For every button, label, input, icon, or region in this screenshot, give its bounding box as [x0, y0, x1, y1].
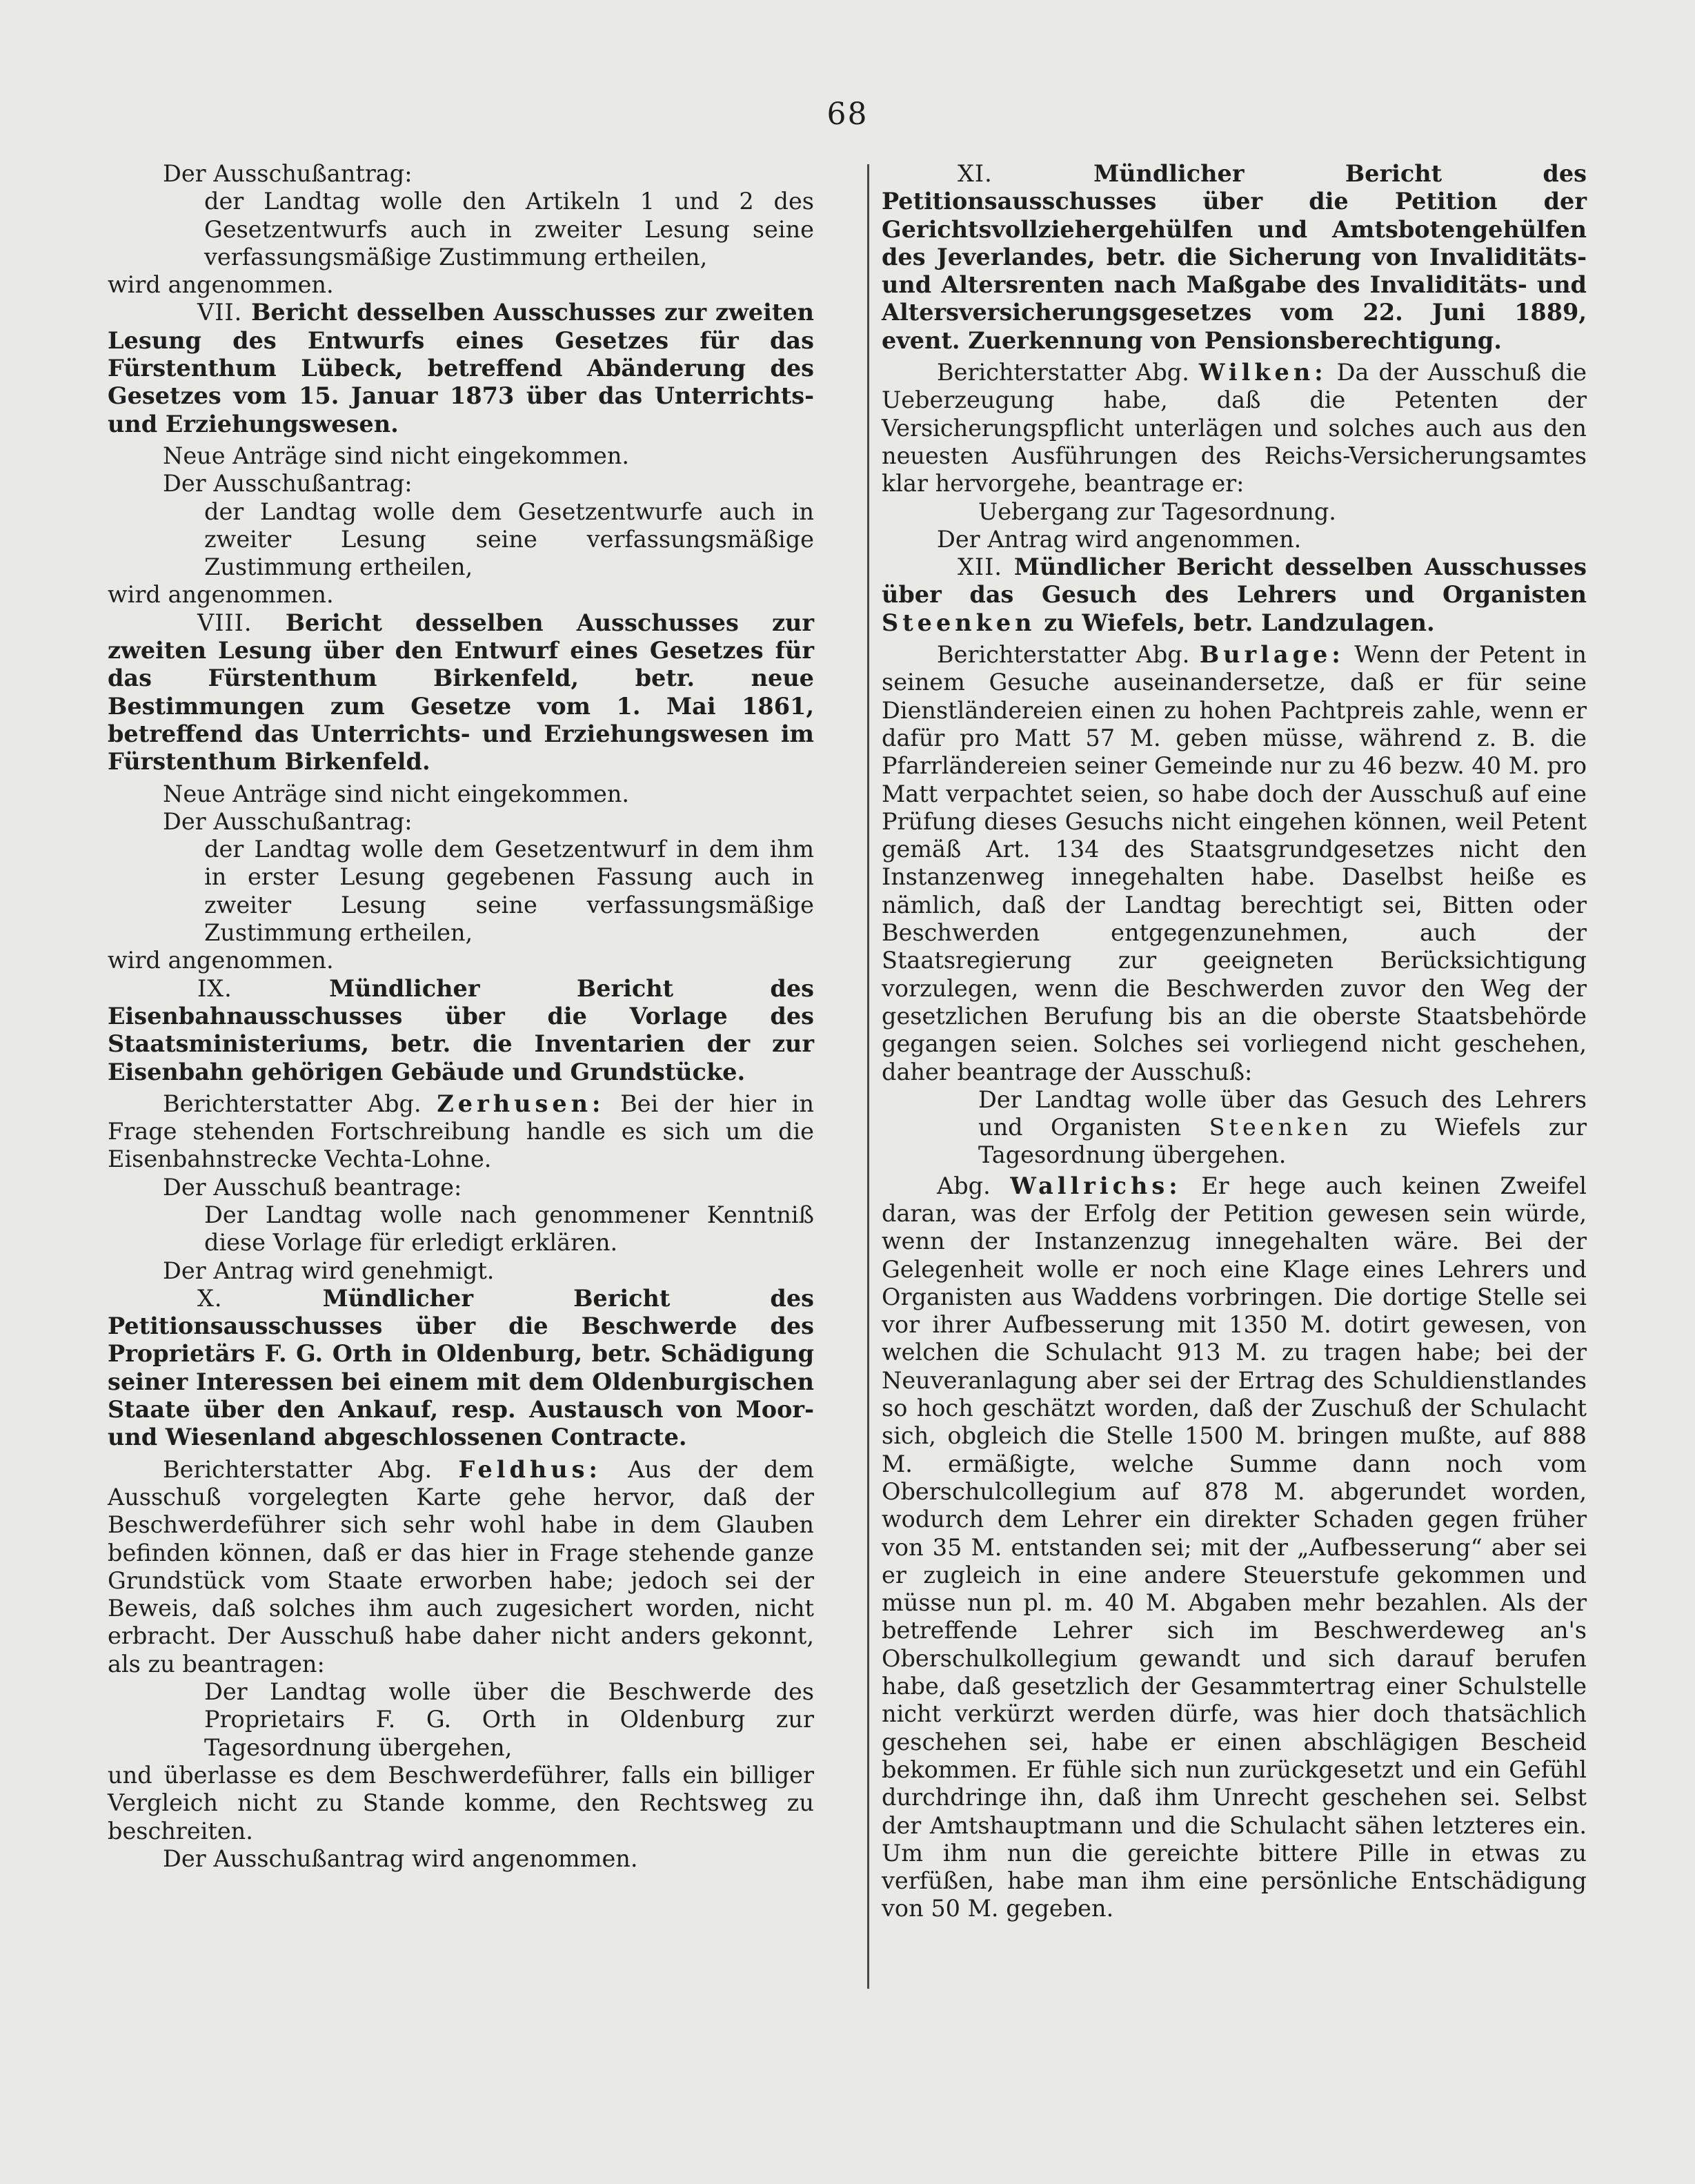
sec11-reporter-prefix: Berichterstatter Abg. [937, 359, 1189, 386]
sec9-heading [108, 975, 814, 1086]
sec9-report [108, 1090, 814, 1174]
sec12-heading-text-b: zu Wiefels, betr. Landzulagen. [1044, 609, 1435, 636]
sec10-continuation: und überlasse es dem Beschwerdeführer, falls ein billiger Vergleich nicht zu Stande komme, den Rechtsweg zu beschreiten. [108, 1761, 814, 1844]
sec9-motion: Der Landtag wolle nach genommener Kenntniß diese Vorlage für erledigt erklären. [204, 1201, 814, 1257]
sec10-number: X. [197, 1284, 223, 1312]
sec8-label: Der Ausschußantrag: [163, 807, 413, 835]
sec11-reporter-name: Wilken: [1198, 359, 1327, 386]
sec12-motion-text-b: zu Wiefels zur Tagesordnung übergehen. [978, 1114, 1587, 1169]
sec8-number: VIII. [197, 609, 252, 636]
sec12-motion [882, 1086, 1587, 1170]
sec12-number: XII. [958, 553, 1002, 581]
sec8-new-motions: Neue Anträge sind nicht eingekommen. [163, 780, 630, 807]
sec12-report-text: Wenn der Petent in seinem Gesuche auseinandersetze, daß er für seine Dienstländereien einen zu hohen Pachtpreis zahle, wenn er dafür pro Matt 57 M. geben müsse, während z. B. die Pfarrländereien seiner Gemeinde nur zu 46 bezw. 40 M. pro Matt verpachtet seien, so habe doch der Ausschuß auf eine Prüfung dieses Gesuchs nicht eingehen können, weil Petent gemäß Art. 134 des Staatsgrundgesetzes nicht den Instanzenweg innegehalten habe. Daselbst heiße es nämlich, daß der Landtag berechtigt sei, Bitten oder Beschwerden entgegenzunehmen, auch der Staatsregierung zur geeigneten Berücksichtigung vorzulegen, wenn die Beschwerden zuvor den Weg der gesetzlichen Berufung bis an die oberste Staatsbehörde gegangen seien. Solches sei vorliegend nicht geschehen, daher beantrage der Ausschuß: [882, 641, 1587, 1085]
sec10-heading-text: Mündlicher Bericht des Petitionsausschusses über die Beschwerde des Proprietärs F. G. Orth in Oldenburg, betr. Schädigung seiner Interessen bei einem mit dem Oldenburgischen Staate über den Ankauf, resp. Austausch von Moor- und Wiesenland abgeschlossenen Contracte. [108, 1284, 814, 1451]
sec9-number: IX. [197, 974, 232, 1002]
sec10-motion: Der Landtag wolle über die Beschwerde des Proprietairs F. G. Orth in Oldenburg zur Tagesordnung übergehen, [204, 1678, 814, 1761]
sec11-heading-text: Mündlicher Bericht des Petitionsausschusses über die Petition der Gerichtsvollziehergehülfen und Amtsbotengehülfen des Jeverlandes, betr. die Sicherung von Invaliditäts- und Altersrenten nach Maßgabe des Invaliditäts- und Altersversicherungsgesetzes vom 22. Juni 1889, event. Zuerkennung von Pensionsberechtigung. [882, 160, 1587, 354]
sec8-motion: der Landtag wolle dem Gesetzentwurf in dem ihm in erster Lesung gegebenen Fassung auch in zweiter Lesung seine verfassungsmäßige Zustimmung ertheilen, [204, 836, 814, 947]
sec8-heading-text: Bericht desselben Ausschusses zur zweiten Lesung über den Entwurf eines Gesetzes für das Fürstenthum Birkenfeld, betr. neue Bestimmungen zum Gesetze vom 1. Mai 1861, betreffend das Unterrichts- und Erziehungswesen im Fürstenthum Birkenfeld. [108, 609, 814, 776]
sec10-reporter-name: Feldhus: [458, 1455, 602, 1483]
sec12-heading [882, 553, 1587, 637]
sec12-reporter-prefix: Berichterstatter Abg. [937, 641, 1190, 669]
sec7-label: Der Ausschußantrag: [163, 470, 413, 498]
sec7-heading-text: Bericht desselben Ausschusses zur zweiten Lesung des Entwurfs eines Gesetzes für das Fürstenthum Lübeck, betreffend Abänderung des Gesetzes vom 15. Januar 1873 über das Unterrichts- und Erziehungswesen. [108, 299, 814, 437]
sec12-speaker [882, 1172, 1587, 1923]
sec10-heading [108, 1285, 814, 1452]
sec6-label: Der Ausschußantrag: [163, 160, 413, 187]
sec11-motion: Uebergang zur Tagesordnung. [978, 498, 1336, 525]
sec12-speaker-prefix: Abg. [937, 1172, 991, 1199]
page-number: 68 [826, 97, 869, 132]
sec11-heading [882, 160, 1587, 355]
sec9-reporter-prefix: Berichterstatter Abg. [163, 1090, 422, 1117]
sec6-result: wird angenommen. [108, 271, 334, 299]
sec7-motion: der Landtag wolle dem Gesetzentwurfe auch in zweiter Lesung seine verfassungsmäßige Zustimmung ertheilen, [204, 498, 814, 581]
sec11-result: Der Antrag wird angenommen. [937, 525, 1302, 553]
sec9-result: Der Antrag wird genehmigt. [163, 1257, 495, 1284]
sec11-number: XI. [958, 160, 993, 187]
sec9-report-text: Bei der hier in Frage stehenden Fortschreibung handle es sich um die Eisenbahnstrecke Vechta-Lohne. [108, 1090, 814, 1173]
sec8-result: wird angenommen. [108, 947, 334, 974]
sec9-reporter-name: Zerhusen: [437, 1090, 605, 1117]
sec6-motion: der Landtag wolle den Artikeln 1 und 2 des Gesetzentwurfs auch in zweiter Lesung seine verfassungsmäßige Zustimmung ertheilen, [204, 188, 814, 270]
sec12-speaker-name: Wallrichs: [1010, 1172, 1182, 1199]
sec10-report-text: Aus der dem Ausschuß vorgelegten Karte gehe hervor, daß der Beschwerdeführer sich sehr wohl habe in dem Glauben befinden können, daß er das hier in Frage stehende ganze Grundstück vom Staate erworben habe; jedoch sei der Beweis, daß solches ihm auch zugesichert worden, nicht erbracht. Der Ausschuß habe daher nicht anders gekonnt, als zu beantragen: [108, 1455, 814, 1678]
right-column [882, 160, 1587, 1923]
sec12-motion-text-a: Der Landtag wolle über das Gesuch des Lehrers und Organisten [978, 1085, 1587, 1141]
column-divider [867, 164, 869, 1989]
sec10-report [108, 1456, 814, 1678]
left-column [108, 160, 814, 1873]
sec7-number: VII. [197, 299, 243, 326]
sec9-heading-text: Mündlicher Bericht des Eisenbahnausschusses über die Vorlage des Staatsministeriums, betr. die Inventarien der zur Eisenbahn gehörigen Gebäude und Grundstücke. [108, 974, 815, 1085]
sec11-report-text: Da der Ausschuß die Ueberzeugung habe, daß die Petenten der Versicherungspflicht unterlägen und solches auch aus den neuesten Ausführungen des Reichs-Versicherungsamtes klar hervorgehe, beantrage er: [882, 359, 1587, 498]
sec10-reporter-prefix: Berichterstatter Abg. [163, 1455, 433, 1483]
sec12-reporter-name: Burlage: [1199, 641, 1345, 669]
sec10-result: Der Ausschußantrag wird angenommen. [163, 1844, 638, 1872]
sec8-heading [108, 609, 814, 776]
sec12-motion-name: Steenken [1209, 1114, 1352, 1141]
sec7-result: wird angenommen. [108, 581, 334, 609]
sec7-new-motions: Neue Anträge sind nicht eingekommen. [163, 442, 630, 469]
sec12-report [882, 641, 1587, 1086]
sec11-report [882, 359, 1587, 498]
sec12-heading-text-a: Mündlicher Bericht desselben Ausschusses über das Gesuch des Lehrers und Organisten [882, 553, 1587, 609]
sec7-heading [108, 299, 814, 437]
sec9-label: Der Ausschuß beantrage: [163, 1173, 462, 1201]
sec12-heading-name: Steenken [882, 609, 1036, 636]
sec12-speaker-text: Er hege auch keinen Zweifel daran, was der Erfolg der Petition gewesen sein würde, wenn der Instanzenzug innegehalten wäre. Bei der Gelegenheit wolle er noch eine Klage eines Lehrers und Organisten aus Waddens vorbringen. Die dortige Stelle sei vor ihrer Aufbesserung mit 1350 M. dotirt gewesen, von welchen die Schulacht 913 M. zu tragen habe; bei der Neuveranlagung aber sei der Ertrag des Schuldienstlandes so hoch geschätzt worden, daß der Zuschuß der Schulacht sich, obgleich die Stelle 1500 M. bringen mußte, auf 888 M. ermäßigte, welche Summe dann noch vom Oberschulcollegium auf 878 M. abgerundet worden, wodurch dem Lehrer ein direkter Schaden gegen früher von 35 M. entstanden sei; mit der „Aufbesserung“ aber sei er zugleich in eine andere Steuerstufe gekommen und müsse nun pl. m. 40 M. Abgaben mehr bezahlen. Als der betreffende Lehrer sich im Beschwerdeweg an's Oberschulkollegium gewandt und sich darauf berufen habe, daß gesetzlich der Gesammtertrag einer Schulstelle nicht verkürzt werden dürfe, was hier doch thatsächlich geschehen sei, habe er einen abschlägigen Bescheid bekommen. Er fühle sich nun zurückgesetzt und ein Gefühl durchdringe ihn, daß ihm Unrecht geschehen sei. Selbst der Amtshauptmann und die Schulacht sähen letzteres ein. Um ihm nun die gereichte bittere Pille in etwas zu verfüßen, habe man ihm eine persönliche Entschädigung von 50 M. gegeben. [882, 1172, 1587, 1922]
